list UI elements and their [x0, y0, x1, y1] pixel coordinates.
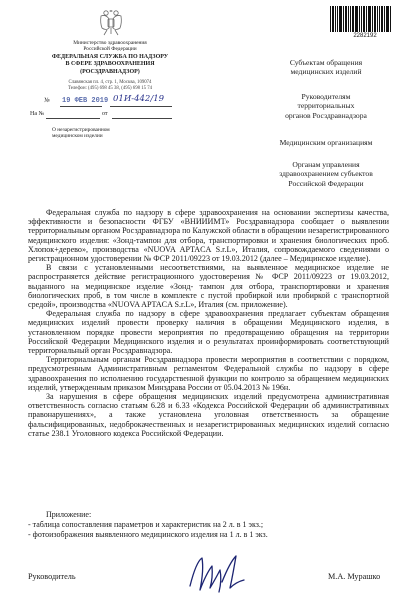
addressee-line: Российской Федерации: [288, 178, 364, 188]
addressee-line: Субъектам обращения: [289, 58, 363, 67]
subject-line: О незарегистрированном: [52, 127, 110, 133]
attachment-item: - таблица сопоставления параметров и характеристик на 2 л. в 1 экз.;: [28, 520, 264, 529]
agency-line: В СФЕРЕ ЗДРАВООХРАНЕНИЯ: [65, 61, 155, 68]
agency-line: ФЕДЕРАЛЬНАЯ СЛУЖБА ПО НАДЗОРУ: [51, 54, 169, 60]
barcode: [330, 6, 400, 39]
ministry-name: [40, 40, 180, 53]
addressee-line: Органам управления: [292, 160, 360, 169]
ministry-line: Российской Федерации: [83, 46, 137, 53]
barcode-bars: [330, 6, 400, 32]
ot-label: от: [102, 111, 108, 117]
signatory-title: Руководитель: [28, 572, 76, 581]
body-paragraph: Федеральная служба по надзору в сфере здравоохранения предлагает субъектам обращения медицинских изделий провести проверку наличия в обращении Медицинского изделия, в установленном порядке провести мероприятия по предотвращению обращения на территории Российской Федерации Медицинского изделия и о результатах проинформировать соответствующий территориальный орган Росздравнадзора.: [28, 309, 389, 356]
body-paragraph: За нарушения в сфере обращения медицинских изделий предусмотрена административная ответственность согласно статьям 6.28 и 6.33 «Кодекса Российской Федерации об административных правонарушениях», а также установлена уголовная ответственность за обращение фальсифицированных, недоброкачественных и незарегистрированных медицинских изделий согласно статье 238.1 Уголовного кодекса Российской Федерации.: [28, 392, 389, 438]
body-paragraph: Территориальным органам Росздравнадзора провести мероприятия в соответствии с порядком, предусмотренным Административным регламентом Федеральной службы по надзору в сфере здравоохранения по исполнению государственной функции по контролю за обращением медицинских изделий, утвержденным приказом Минздрава России от 05.04.2013 № 196н.: [28, 355, 389, 392]
coat-of-arms-icon: [98, 8, 124, 36]
handwritten-signature: [186, 552, 250, 596]
body-paragraph: В связи с установленными несоответствиями, на выявленное медицинское изделие не распространяется действие регистрационного удостоверения № ФСР 2011/09223 от 19.03.2012, выданного на медицинское изделие «Зонд- тампон для отбора, транспортировки и хранения биологических проб, в том числе в комплекте с пустой пробиркой или пробиркой с транспортной средой», производства «NUOVA APTACA S.r.L», Италия (см. приложение).: [28, 263, 389, 310]
address-line: Телефон: (495) 698 45 38, (495) 698 15 74: [67, 85, 152, 91]
addressee-3: [262, 138, 390, 147]
letter-body: [28, 208, 389, 438]
addressee-line: медицинских изделий: [290, 67, 362, 77]
registration-number: 01И-442/19: [113, 94, 165, 104]
addressee-4: [262, 160, 390, 188]
attachments: [28, 510, 389, 540]
na-label: На №: [30, 111, 45, 117]
barcode-number: 2282192: [353, 33, 377, 39]
number-mark: №: [44, 97, 50, 104]
addressee-line: Медицинским организациям: [279, 138, 373, 147]
agency-line: (РОСЗДРАВНАДЗОР): [80, 68, 140, 75]
body-paragraph: Федеральная служба по надзору в сфере здравоохранения на основании экспертизы качества, эффективности и безопасности ФГБУ «ВНИИИМТ» Росздравнадзора сообщает о выявлении территориальным органом Росздравнадзора по Калужской области в обращении незарегистрированного медицинского изделия: «Зонд-тампон для отбора, транспортировки и хранения биологических проб. Хлопок+дерево», производства «NUOVA APTACA S.r.L», Италия, сопровождаемого сведениями о регистрационном удостоверении № ФСР 2011/09223 от 19.03.2012 (далее – Медицинское изделие).: [28, 208, 389, 264]
addressee-1: [262, 58, 390, 77]
subject-line: медицинском изделии: [52, 133, 103, 140]
signatory-name: М.А. Мурашко: [328, 572, 381, 581]
agency-name: [40, 54, 180, 76]
addressee-line: органов Росздравнадзора: [285, 110, 367, 120]
agency-address: [40, 80, 180, 92]
ministry-line: Министерство здравоохранения: [73, 40, 147, 46]
addressee-line: здравоохранением субъектов: [279, 169, 373, 179]
addressee-line: территориальных: [297, 101, 355, 111]
address-line: Славянская пл. 4, стр. 1, Москва, 109074: [68, 80, 152, 85]
attachments-label: Приложение:: [46, 510, 92, 519]
addressee-2: [262, 92, 390, 120]
registration-date: 19 ФЕВ 2019: [62, 97, 109, 105]
addressee-line: Руководителям: [301, 92, 351, 101]
letter-subject: [52, 127, 162, 140]
attachment-item: - фотоизображения выявленного медицинского изделия на 1 л. в 1 экз.: [28, 530, 268, 539]
